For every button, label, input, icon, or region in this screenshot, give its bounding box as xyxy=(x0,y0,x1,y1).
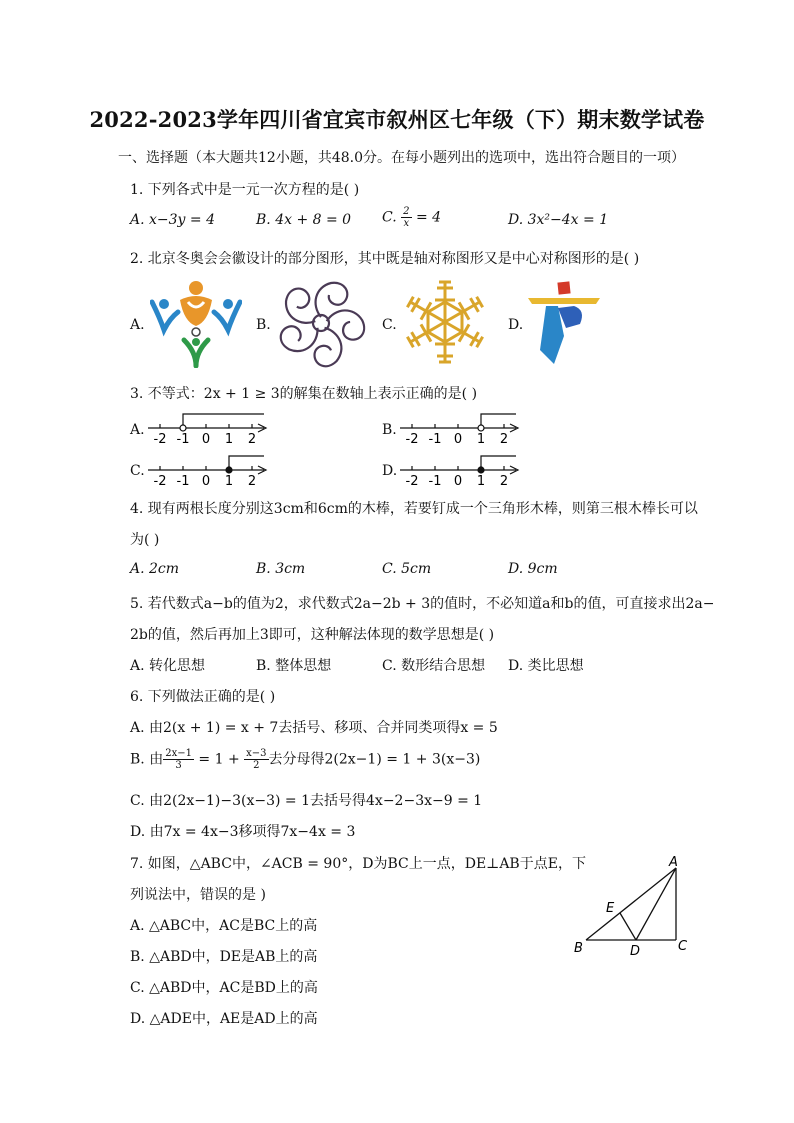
emblem-figure-d xyxy=(524,280,604,366)
q3-label-c: C. xyxy=(130,463,145,479)
tick-label: 0 xyxy=(453,432,463,446)
segment-ad xyxy=(636,868,676,940)
q1-option-c: C. $\frac{2}{x}$ = 4 xyxy=(382,206,442,229)
q4-stem-line1: 4. 现有两根长度分别这3cm和6cm的木棒，若要钉成一个三角形木棒，则第三根木棒长可以 xyxy=(130,501,698,517)
tick-label: 1 xyxy=(224,474,234,488)
triangle-diagram xyxy=(570,852,700,962)
q4-option-b: B. 3cm xyxy=(256,561,306,577)
q3-label-a: A. xyxy=(130,422,145,438)
q5-option-d: D. 类比思想 xyxy=(508,658,584,674)
q7-stem-line1: 7. 如图，△ABC中，∠ACB = 90°，D为BC上一点，DE⊥AB于点E，下 xyxy=(130,856,586,872)
open-point xyxy=(478,425,484,431)
q1-option-a: A. x−3y = 4 xyxy=(130,212,215,228)
tick-label: 1 xyxy=(476,432,486,446)
q6-option-a: A. 由2(x + 1) = x + 7去括号、移项、合并同类项得x = 5 xyxy=(130,720,498,736)
tick-label: 0 xyxy=(201,432,211,446)
q1-stem: 1. 下列各式中是一元一次方程的是( ) xyxy=(130,182,360,198)
tick-label: -1 xyxy=(176,432,190,446)
segment-de xyxy=(620,913,636,940)
q7-stem-line2: 列说法中，错误的是 ) xyxy=(130,887,266,903)
q4-option-a: A. 2cm xyxy=(130,561,180,577)
number-line-a xyxy=(146,410,274,446)
q2-label-d: D. xyxy=(508,317,524,333)
point-label-b: B xyxy=(574,941,583,956)
tick-label: 0 xyxy=(201,474,211,488)
q7-option-a: A. △ABC中，AC是BC上的高 xyxy=(130,918,318,934)
segment-ab xyxy=(586,868,676,940)
tick-label: -1 xyxy=(176,474,190,488)
q6-stem: 6. 下列做法正确的是( ) xyxy=(130,689,276,705)
q2-label-a: A. xyxy=(130,317,145,333)
number-line-d xyxy=(398,452,526,488)
q4-option-c: C. 5cm xyxy=(382,561,432,577)
q7-option-c: C. △ABD中，AC是BD上的高 xyxy=(130,980,318,996)
q2-stem: 2. 北京冬奥会会徽设计的部分图形，其中既是轴对称图形又是中心对称图形的是( ) xyxy=(130,251,640,267)
q7-option-b: B. △ABD中，DE是AB上的高 xyxy=(130,949,318,965)
tick-label: 2 xyxy=(247,474,257,488)
tick-label: -1 xyxy=(428,432,442,446)
q4-option-d: D. 9cm xyxy=(508,561,558,577)
solution-ray xyxy=(481,456,516,470)
closed-point xyxy=(478,467,484,473)
q6-option-b: B. 由 $\frac{2x-1}{3}$ = 1 + $\frac{x-3}{2}$ 去分母得2(2x−1) = 1 + 3(x−3) xyxy=(130,748,481,771)
tick-label: -2 xyxy=(153,432,167,446)
point-label-a: A xyxy=(669,855,678,870)
point-label-d: D xyxy=(630,944,641,959)
emblem-figure-a xyxy=(150,278,242,368)
q4-stem-line2: 为( ) xyxy=(130,532,160,548)
q3-label-b: B. xyxy=(382,422,397,438)
q3-stem: 3. 不等式：2x + 1 ≥ 3的解集在数轴上表示正确的是( ) xyxy=(130,386,478,402)
tick-label: 1 xyxy=(476,474,486,488)
q5-option-a: A. 转化思想 xyxy=(130,658,206,674)
tick-label: -2 xyxy=(153,474,167,488)
page-title: 2022-2023学年四川省宜宾市叙州区七年级（下）期末数学试卷 xyxy=(89,107,705,132)
solution-ray xyxy=(481,414,516,428)
q5-stem-line1: 5. 若代数式a−b的值为2，求代数式2a−2b + 3的值时，不必知道a和b的值，可直接求出2a− xyxy=(130,596,715,612)
q1-option-b: B. 4x + 8 = 0 xyxy=(256,212,352,228)
section-heading: 一、选择题（本大题共12小题，共48.0分。在每小题列出的选项中，选出符合题目的一项） xyxy=(118,150,685,166)
q2-label-b: B. xyxy=(256,317,271,333)
q5-stem-line2: 2b的值，然后再加上3即可，这种解法体现的数学思想是( ) xyxy=(130,627,495,643)
q1-option-d: D. 3x²−4x = 1 xyxy=(508,212,609,228)
number-line-b xyxy=(398,410,526,446)
tick-label: 2 xyxy=(499,432,509,446)
emblem-figure-b xyxy=(276,278,366,368)
q3-label-d: D. xyxy=(382,463,398,479)
tick-label: 2 xyxy=(499,474,509,488)
number-line-c xyxy=(146,452,274,488)
tick-label: 1 xyxy=(224,432,234,446)
open-point xyxy=(180,425,186,431)
tick-label: -2 xyxy=(405,474,419,488)
closed-point xyxy=(226,467,232,473)
tick-label: 2 xyxy=(247,432,257,446)
q5-option-b: B. 整体思想 xyxy=(256,658,332,674)
q5-option-c: C. 数形结合思想 xyxy=(382,658,486,674)
tick-label: -2 xyxy=(405,432,419,446)
tick-label: -1 xyxy=(428,474,442,488)
q2-label-c: C. xyxy=(382,317,397,333)
q7-option-d: D. △ADE中，AE是AD上的高 xyxy=(130,1011,318,1027)
point-label-e: E xyxy=(606,901,615,916)
solution-ray xyxy=(229,456,264,470)
emblem-figure-c xyxy=(400,276,490,368)
q6-option-d: D. 由7x = 4x−3移项得7x−4x = 3 xyxy=(130,824,356,840)
tick-label: 0 xyxy=(453,474,463,488)
point-label-c: C xyxy=(678,939,688,954)
q6-option-c: C. 由2(2x−1)−3(x−3) = 1去括号得4x−2−3x−9 = 1 xyxy=(130,793,483,809)
